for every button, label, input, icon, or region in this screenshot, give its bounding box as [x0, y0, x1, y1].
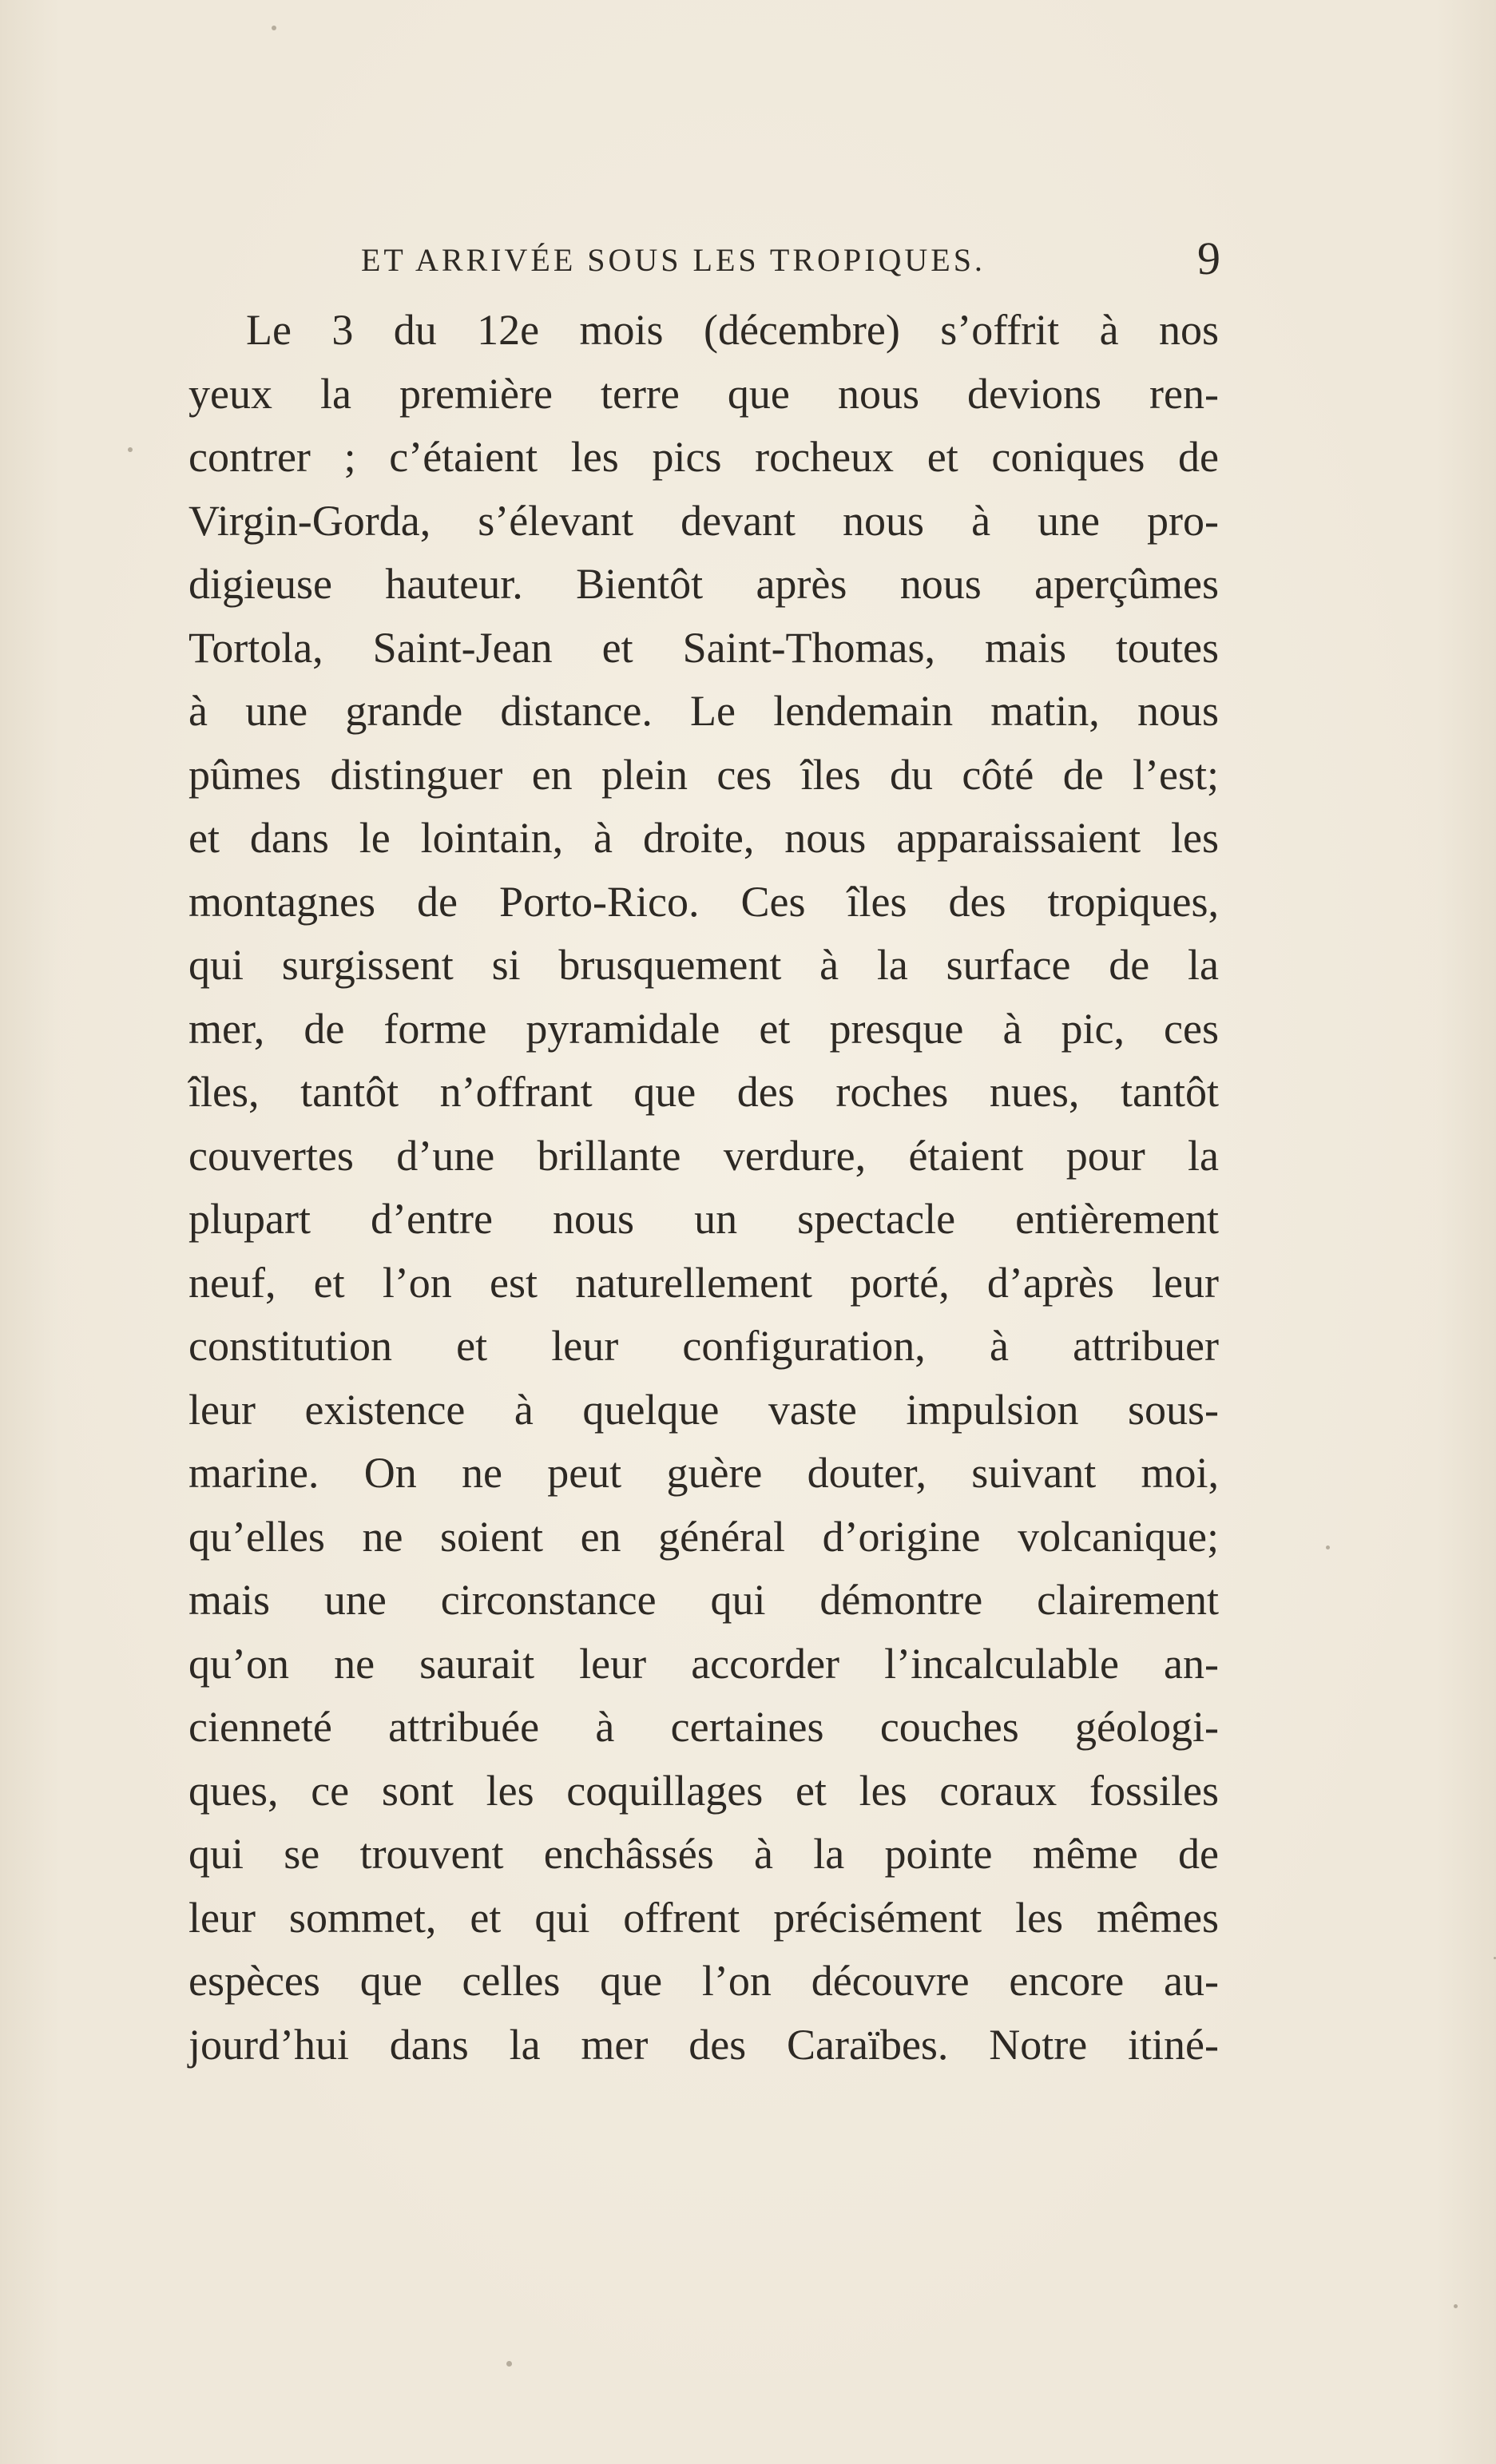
text-line: qui surgissent si brusquement à la surface de la	[188, 941, 1219, 989]
paper-speck	[506, 2361, 512, 2367]
text-line: leur existence à quelque vaste impulsion sous-	[188, 1385, 1219, 1434]
text-line: plupart d’entre nous un spectacle entièrement	[188, 1195, 1219, 1243]
text-line: mer, de forme pyramidale et presque à pic, ces	[188, 1004, 1219, 1053]
text-line: contrer ; c’étaient les pics rocheux et coniques de	[188, 433, 1219, 481]
text-line: neuf, et l’on est naturellement porté, d’après leur	[188, 1258, 1219, 1307]
text-line: qu’elles ne soient en général d’origine volcanique;	[188, 1512, 1219, 1561]
text-line: ques, ce sont les coquillages et les coraux fossiles	[188, 1766, 1219, 1815]
text-line: qui se trouvent enchâssés à la pointe même de	[188, 1830, 1219, 1878]
text-line: yeux la première terre que nous devions ren-	[188, 369, 1219, 418]
paper-speck	[128, 447, 133, 452]
text-line: constitution et leur configuration, à attribuer	[188, 1322, 1219, 1370]
text-line: îles, tantôt n’offrant que des roches nues, tantôt	[188, 1068, 1219, 1116]
text-line: Virgin-Gorda, s’élevant devant nous à une pro-	[188, 496, 1219, 545]
text-line: espèces que celles que l’on découvre encore au-	[188, 1957, 1219, 2005]
text-line: Le 3 du 12e mois (décembre) s’offrit à nos	[246, 306, 1219, 354]
text-line: qu’on ne saurait leur accorder l’incalculable an-	[188, 1639, 1219, 1688]
text-line: leur sommet, et qui offrent précisément les mêmes	[188, 1893, 1219, 1942]
body-text	[188, 299, 1219, 2077]
text-line: marine. On ne peut guère douter, suivant moi,	[188, 1449, 1219, 1497]
text-line: cienneté attribuée à certaines couches géologi-	[188, 1703, 1219, 1751]
paper-speck	[1326, 1545, 1330, 1549]
text-line: à une grande distance. Le lendemain matin, nous	[188, 687, 1219, 735]
text-line: pûmes distinguer en plein ces îles du côté de l’est;	[188, 750, 1219, 799]
text-line: digieuse hauteur. Bientôt après nous aperçûmes	[188, 560, 1219, 608]
running-head	[361, 232, 1232, 288]
paper-speck	[272, 26, 276, 30]
text-line: jourd’hui dans la mer des Caraïbes. Notre itiné-	[188, 2020, 1219, 2069]
text-line: couvertes d’une brillante verdure, étaient pour la	[188, 1131, 1219, 1180]
text-line: et dans le lointain, à droite, nous apparaissaient les	[188, 814, 1219, 862]
text-line: mais une circonstance qui démontre clairement	[188, 1576, 1219, 1624]
running-title: ET ARRIVÉE SOUS LES TROPIQUES.	[361, 242, 986, 278]
page-number: 9	[1197, 232, 1220, 284]
text-line: montagnes de Porto-Rico. Ces îles des tropiques,	[188, 877, 1219, 926]
text-line: Tortola, Saint-Jean et Saint-Thomas, mais toutes	[188, 623, 1219, 672]
paper-speck	[1454, 2304, 1458, 2308]
